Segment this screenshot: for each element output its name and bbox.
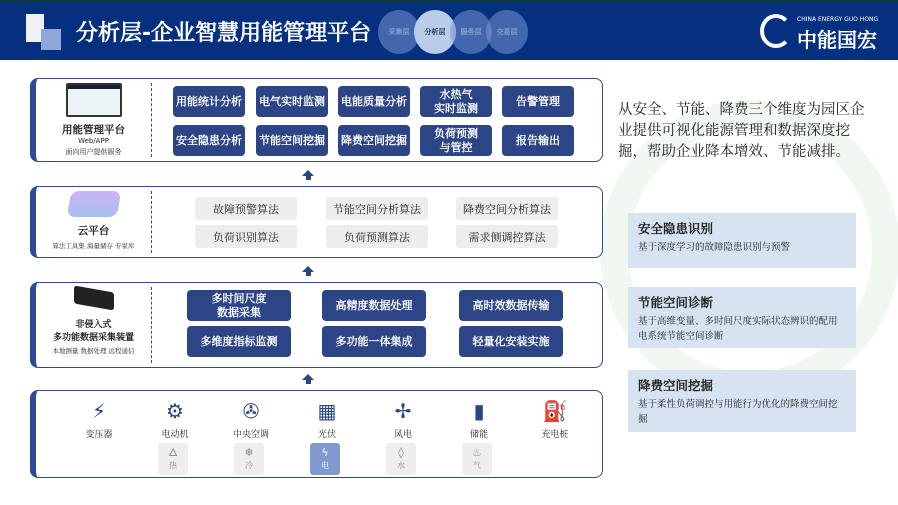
card-text: 基于高维变量、多时间尺度实际状态辨识的配用电系统节能空间诊断 (638, 316, 838, 342)
device-wind-turbine (378, 399, 428, 440)
algorithm-button[interactable]: 负荷识别算法 (195, 225, 297, 248)
capability-button[interactable]: 多维度指标监测 (187, 326, 291, 357)
snowflake-icon: ❄ (244, 446, 254, 459)
resource-label: 水 (397, 461, 405, 470)
fan-icon: ✇ (242, 399, 260, 423)
card-title: 降费空间挖掘 (638, 378, 714, 393)
feature-card (628, 213, 856, 268)
device-label: 光伏 (317, 430, 336, 440)
algorithm-button[interactable]: 节能空间分析算法 (326, 197, 428, 220)
device-label: 中央空调 (232, 430, 269, 440)
transformer-icon: ⚡ (91, 399, 107, 423)
device-label: 风电 (393, 430, 412, 440)
device-charging-pile (530, 399, 580, 440)
feature-button[interactable]: 报告输出 (502, 125, 574, 156)
card-text: 基于深度学习的故障隐患识别与预警 (638, 242, 791, 253)
device-title: 非侵入式 (75, 320, 112, 330)
page-title: 分析层-企业智慧用能管理平台 (76, 21, 372, 46)
app-layer-sub: 面向用户提供服务 (65, 148, 122, 156)
algorithm-button[interactable]: 负荷预测算法 (326, 225, 428, 248)
wind-turbine-icon: ✢ (394, 399, 412, 423)
layer-tab[interactable]: 分析层 (414, 10, 456, 54)
feature-button[interactable]: 电气实时监测 (256, 86, 328, 117)
cloud-icon (36, 191, 151, 217)
lightning-icon: ϟ (321, 446, 329, 459)
device-label: 电动机 (161, 430, 189, 440)
solar-panel-icon: ▦ (317, 399, 337, 423)
card-title: 安全隐患识别 (638, 221, 714, 236)
resource-label: 气 (473, 461, 481, 470)
capability-button[interactable]: 多时间尺度 数据采集 (187, 290, 291, 321)
algorithm-button[interactable]: 降费空间分析算法 (456, 197, 558, 220)
feature-button[interactable]: 水热气 实时监测 (420, 86, 492, 117)
layer-tab[interactable]: 采集层 (378, 10, 420, 54)
feature-button[interactable]: 节能空间挖掘 (256, 125, 328, 156)
resource-label: 热 (169, 461, 177, 470)
app-layer-sub: Web/APP (78, 137, 109, 145)
card-title: 节能空间诊断 (638, 295, 714, 310)
algorithm-button[interactable]: 需求侧调控算法 (456, 225, 558, 248)
device-label: 变压器 (85, 430, 113, 440)
capability-button[interactable]: 轻量化安装实施 (459, 326, 563, 357)
layer-tab[interactable]: 交易层 (486, 10, 528, 54)
device-solar-panel (302, 399, 352, 440)
feature-card (628, 287, 856, 348)
up-arrow-icon (302, 170, 314, 176)
device-battery (454, 399, 504, 440)
battery-icon: ▮ (473, 399, 485, 423)
resource-water-drop[interactable] (386, 443, 416, 475)
up-arrow-icon (302, 374, 314, 380)
resource-gas[interactable] (462, 443, 492, 475)
device-layer-panel (30, 282, 603, 368)
app-layer-title: 用能管理平台 (62, 124, 125, 136)
description: 从安全、节能、降费三个维度为园区企业提供可视化能源管理和数据深度挖掘，帮助企业降本增效、节能减排。 (618, 102, 865, 160)
feature-button[interactable]: 告警管理 (502, 86, 574, 117)
gas-icon: ♨ (472, 446, 482, 459)
decor-square (41, 29, 61, 50)
feature-card (628, 370, 856, 432)
cloud-layer-sub: 算法工具集 海量储存 专家库 (52, 242, 135, 250)
capability-button[interactable]: 高精度数据处理 (322, 290, 426, 321)
layer-tab[interactable]: 服务层 (450, 10, 492, 54)
resource-label: 电 (321, 461, 329, 470)
feature-button[interactable]: 安全隐患分析 (173, 125, 245, 156)
feature-button[interactable]: 电能质量分析 (338, 86, 410, 117)
device-title: 多功能数据采集装置 (52, 333, 134, 343)
device-transformer (74, 399, 124, 440)
card-text: 基于柔性负荷调控与用能行为优化的降费空间挖掘 (638, 399, 838, 425)
resource-snowflake[interactable] (234, 443, 264, 475)
flame-icon: 🜂 (168, 446, 178, 459)
charging-pile-icon: ⛽ (542, 399, 568, 423)
device-motor (150, 399, 200, 440)
collector-device-icon (36, 289, 151, 307)
motor-icon: ⚙ (166, 399, 184, 423)
field-layer-panel (30, 390, 603, 478)
device-label: 充电桩 (541, 430, 569, 440)
feature-button[interactable]: 用能统计分析 (173, 86, 245, 117)
feature-button[interactable]: 降费空间挖掘 (338, 125, 410, 156)
resource-flame[interactable] (158, 443, 188, 475)
capability-button[interactable]: 多功能一体集成 (322, 326, 426, 357)
logo-mark-icon (760, 14, 792, 48)
capability-button[interactable]: 高时效数据传输 (459, 290, 563, 321)
device-fan (226, 399, 276, 440)
algorithm-button[interactable]: 故障预警算法 (195, 197, 297, 220)
feature-button[interactable]: 负荷预测 与管控 (420, 125, 492, 156)
app-layer-panel (30, 78, 603, 162)
device-label: 储能 (469, 430, 488, 440)
resource-lightning[interactable] (310, 443, 340, 475)
logo-en: CHINA ENERGY GUO HONG (797, 16, 879, 23)
app-screens-icon (36, 83, 151, 117)
cloud-layer-panel (30, 186, 603, 258)
header-bar (0, 0, 898, 60)
logo-cn: 中能国宏 (797, 28, 877, 52)
water-drop-icon: ◊ (398, 446, 404, 459)
resource-label: 冷 (245, 461, 253, 470)
device-sub: 本地测量 数据处理 远程通信 (52, 347, 135, 355)
up-arrow-icon (302, 266, 314, 272)
cloud-layer-title: 云平台 (77, 225, 110, 237)
